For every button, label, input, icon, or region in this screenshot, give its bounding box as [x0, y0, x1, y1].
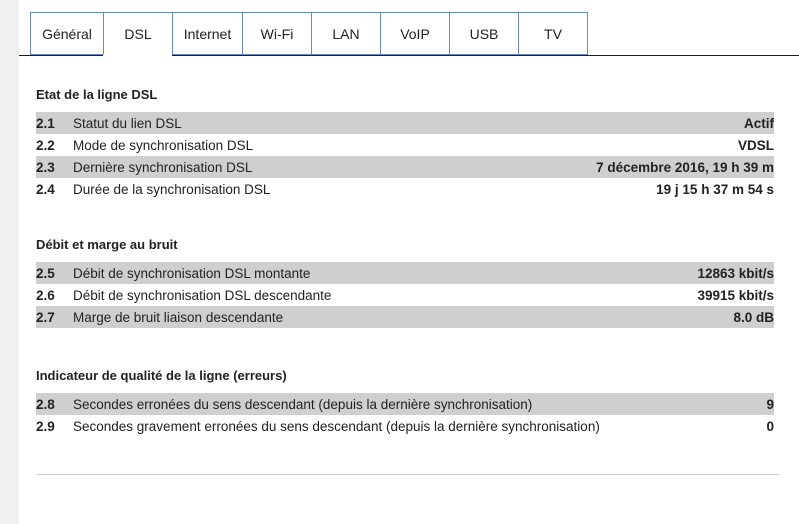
section-line-quality-errors [36, 367, 774, 437]
row-number: 2.3 [36, 159, 55, 175]
row-label: Secondes gravement erronées du sens descendant (depuis la dernière synchronisation) [73, 418, 600, 434]
row-label: Statut du lien DSL [73, 115, 182, 131]
row-number: 2.9 [36, 418, 55, 434]
table-row [36, 415, 774, 437]
tab-usb[interactable]: USB [449, 12, 518, 55]
row-value: 8.0 dB [733, 309, 774, 325]
active-tab-gap [103, 55, 172, 56]
section-title: Etat de la ligne DSL [36, 87, 158, 102]
tab-voip[interactable]: VoIP [380, 12, 449, 55]
row-value: 12863 kbit/s [697, 265, 774, 281]
table-row [36, 156, 774, 178]
tab-internet[interactable]: Internet [172, 12, 242, 55]
row-number: 2.5 [36, 265, 55, 281]
row-label: Secondes erronées du sens descendant (depuis la dernière synchronisation) [73, 396, 533, 412]
left-gutter [0, 0, 19, 524]
table-row [36, 393, 774, 415]
table-row [36, 284, 774, 306]
row-number: 2.2 [36, 137, 55, 153]
section-dsl-line-status [36, 86, 774, 200]
row-value: 39915 kbit/s [697, 287, 774, 303]
table-row [36, 112, 774, 134]
row-number: 2.8 [36, 396, 55, 412]
section-rate-and-noise-margin [36, 236, 774, 328]
tab-general[interactable]: Général [30, 12, 103, 55]
section-title: Débit et marge au bruit [36, 237, 178, 252]
row-label: Mode de synchronisation DSL [73, 137, 254, 153]
row-number: 2.6 [36, 287, 55, 303]
row-value: Actif [744, 115, 774, 131]
tab-tv[interactable]: TV [518, 12, 588, 55]
table-row [36, 306, 774, 328]
table-row [36, 178, 774, 200]
row-label: Débit de synchronisation DSL montante [73, 265, 311, 281]
row-number: 2.7 [36, 309, 55, 325]
tab-wifi[interactable]: Wi-Fi [242, 12, 311, 55]
row-value: 7 décembre 2016, 19 h 39 m [596, 159, 774, 175]
row-value: 0 [766, 418, 774, 434]
row-value: VDSL [737, 137, 774, 153]
tab-dsl[interactable]: DSL [103, 12, 172, 55]
bottom-divider [36, 474, 780, 475]
tab-bar [30, 12, 588, 56]
tab-lan[interactable]: LAN [311, 12, 380, 55]
row-value: 19 j 15 h 37 m 54 s [656, 181, 774, 197]
row-label: Débit de synchronisation DSL descendante [73, 287, 332, 303]
table-row [36, 134, 774, 156]
section-title: Indicateur de qualité de la ligne (erreurs) [36, 368, 287, 383]
row-label: Durée de la synchronisation DSL [73, 181, 271, 197]
row-value: 9 [766, 396, 774, 412]
row-number: 2.1 [36, 115, 55, 131]
row-number: 2.4 [36, 181, 55, 197]
table-row [36, 262, 774, 284]
row-label: Marge de bruit liaison descendante [73, 309, 284, 325]
row-label: Dernière synchronisation DSL [73, 159, 253, 175]
